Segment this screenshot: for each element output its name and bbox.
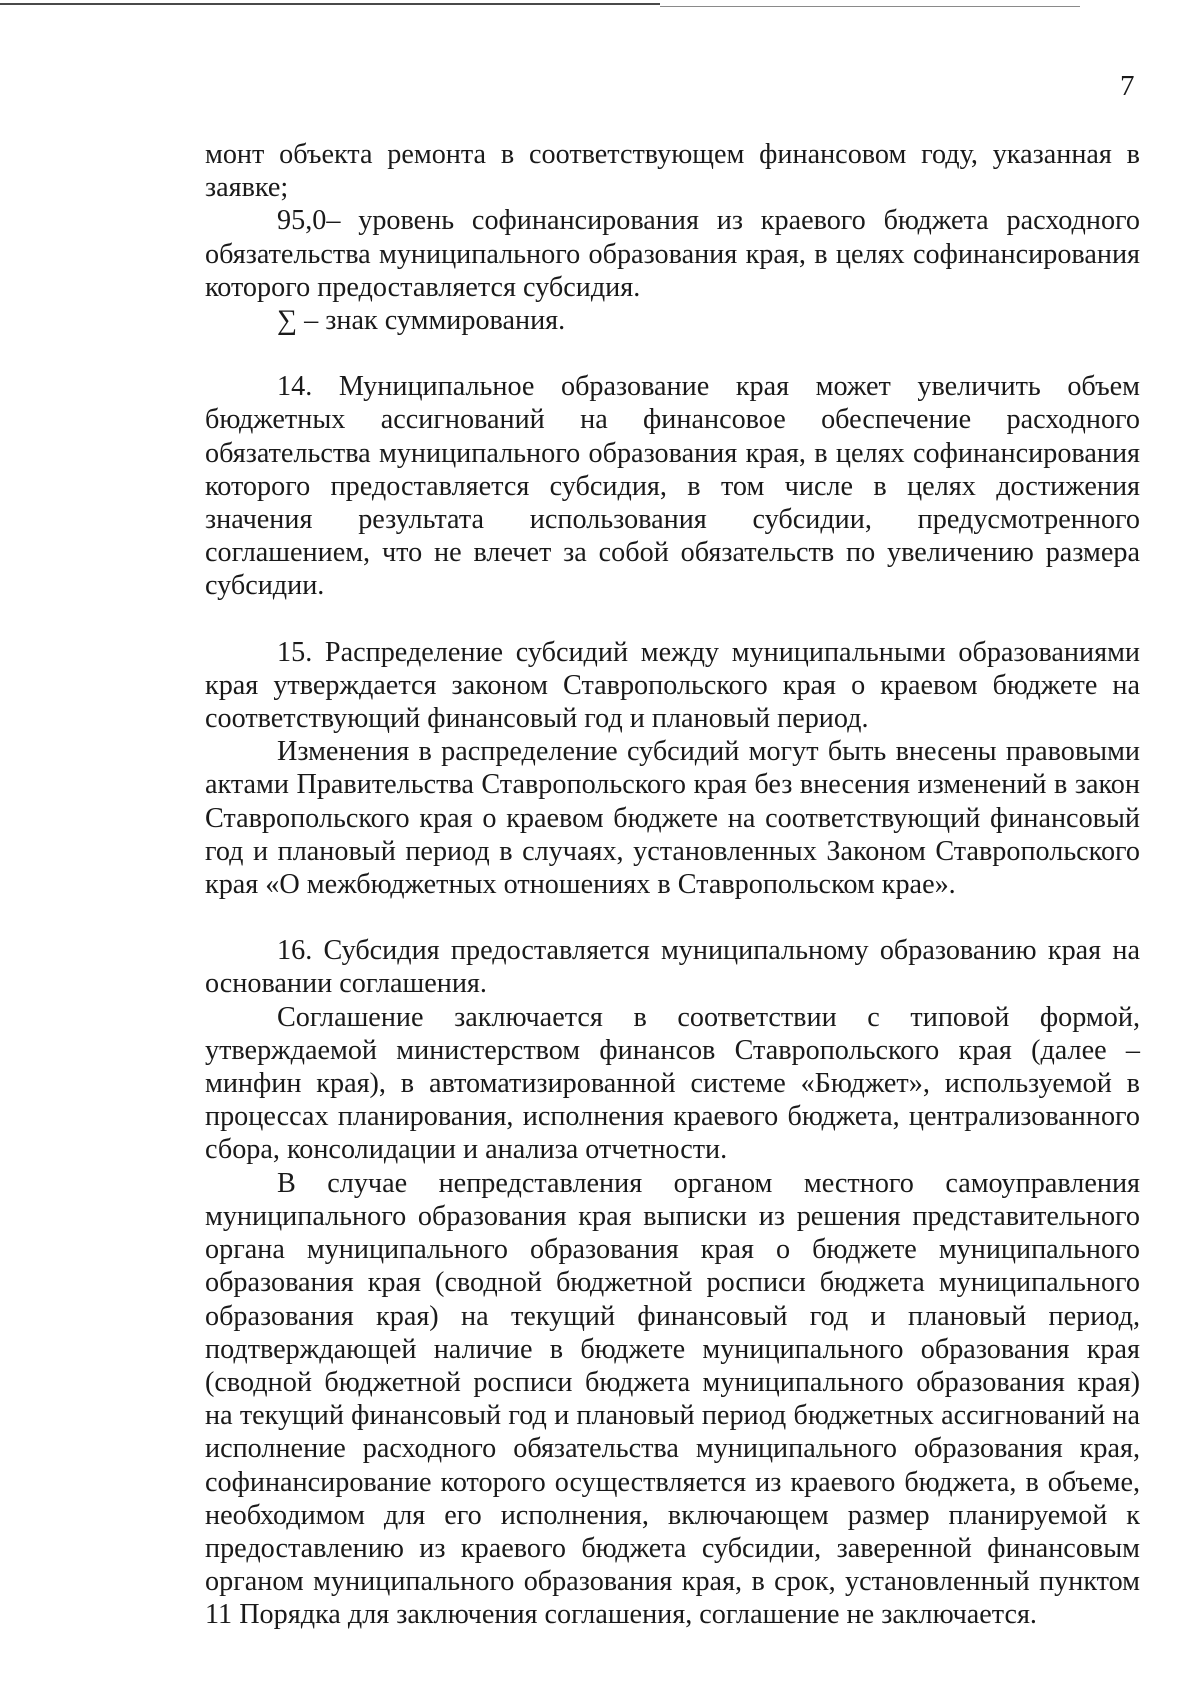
paragraph-item-15: 15. Распределение субсидий между муниципальными образованиями края утверждается законом Ставропольского края о краевом бюджете на соответствующий финансовый год и плановый период. [205, 636, 1140, 735]
page-number: 7 [1120, 70, 1135, 102]
paragraph-agreement-form: Соглашение заключается в соответствии с типовой формой, утверждаемой министерством финансов Ставропольского края (далее – минфин края), в автоматизированной системе «Бюджет», используемой в процессах планирования, исполнения краевого бюджета, централизованного сбора, консолидации и анализа отчетности. [205, 1001, 1140, 1166]
paragraph-non-submission: В случае непредставления органом местного самоуправления муниципального образования края выписки из решения представительного органа муниципального образования края о бюджете муниципального образования края (сводной бюджетной росписи бюджета муниципального образования края) на текущий финансовый год и плановый период, подтверждающей наличие в бюджете муниципального образования края (сводной бюджетной росписи бюджета муниципального образования края) на текущий финансовый год и плановый период бюджетных ассигнований на исполнение расходного обязательства муниципального образования края, софинансирование которого осуществляется из краевого бюджета, в объеме, необходимом для его исполнения, включающем размер планируемой к предоставлению из краевого бюджета субсидии, заверенной финансовым органом муниципального образования края, в срок, установленный пунктом 11 Порядка для заключения соглашения, соглашение не заключается. [205, 1167, 1140, 1631]
document-body [205, 138, 1140, 1632]
scan-edge-line [660, 6, 1080, 7]
paragraph-item-14: 14. Муниципальное образование края может увеличить объем бюджетных ассигнований на финансовое обеспечение расходного обязательства муниципального образования края, в целях софинансирования которого предоставляется субсидия, в том числе в целях достижения значения результата использования субсидии, предусмотренного соглашением, что не влечет за собой обязательств по увеличению размера субсидии. [205, 371, 1140, 602]
paragraph-distribution-changes: Изменения в распределение субсидий могут быть внесены правовыми актами Правительства Ставропольского края без внесения изменений в закон Ставропольского края о краевом бюджете на соответствующий финансовый год и плановый период в случаях, установленных Законом Ставропольского края «О межбюджетных отношениях в Ставропольском крае». [205, 736, 1140, 901]
paragraph-cofinancing-level: 95,0– уровень софинансирования из краевого бюджета расходного обязательства муниципального образования края, в целях софинансирования которого предоставляется субсидия. [205, 205, 1140, 303]
scan-edge-line [0, 3, 660, 5]
paragraph-item-16: 16. Субсидия предоставляется муниципальному образованию края на основании соглашения. [205, 935, 1140, 1000]
paragraph-sum-sign: ∑ – знак суммирования. [277, 305, 566, 337]
paragraph-continuation: монт объекта ремонта в соответствующем финансовом году, указанная в заявке; [205, 139, 1140, 204]
